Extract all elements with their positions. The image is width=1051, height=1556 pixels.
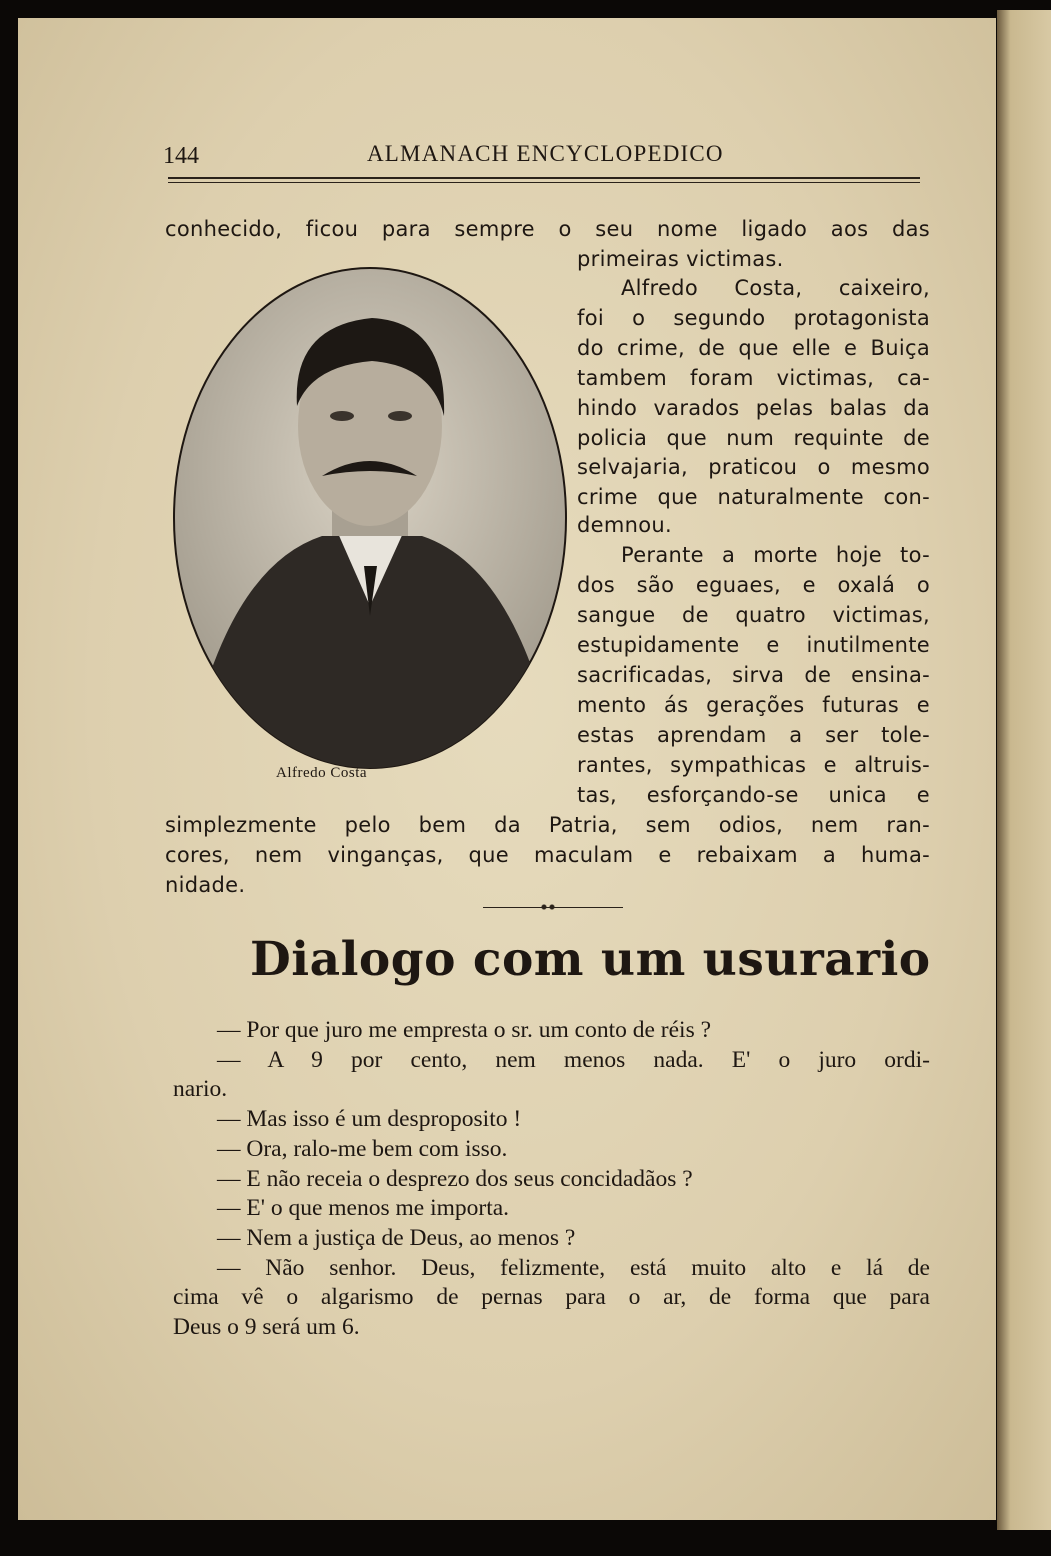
text-line: rantes, sympathicas e altruis-: [577, 753, 930, 777]
dialogue-line: — Não senhor. Deus, felizmente, está muito alto e lá de: [217, 1254, 930, 1281]
text-line: sangue de quatro victimas,: [577, 603, 930, 627]
text-line: selvajaria, praticou o mesmo: [577, 455, 930, 479]
text-line: cores, nem vinganças, que maculam e rebaixam a huma-: [165, 843, 930, 867]
portrait-caption: Alfredo Costa: [276, 765, 368, 781]
portrait-photo: [172, 266, 572, 776]
text-line: Perante a morte hoje to-: [621, 543, 930, 567]
dialogue-line: — Mas isso é um desproposito !: [217, 1106, 522, 1133]
text-line: demnou.: [577, 513, 672, 537]
dialogue-line: — Nem a justiça de Deus, ao menos ?: [217, 1224, 576, 1251]
dialogue-line: cima vê o algarismo de pernas para o ar, de forma que para: [173, 1284, 930, 1311]
dialogue-line: — E não receia o desprezo dos seus concidadãos ?: [217, 1165, 693, 1192]
ornament-dots: [540, 904, 556, 910]
text-line: do crime, de que elle e Buiça: [577, 336, 930, 360]
adjacent-page-edge: [997, 10, 1051, 1530]
dialogue-line: — A 9 por cento, nem menos nada. E' o juro ordi-: [217, 1046, 930, 1073]
dialogue-line: — Ora, ralo-me bem com isso.: [217, 1135, 508, 1162]
text-line: hindo varados pelas balas da: [577, 396, 930, 420]
text-line: conhecido, ficou para sempre o seu nome ligado aos das: [165, 217, 930, 241]
dialogue-line: — Por que juro me empresta o sr. um conto de réis ?: [217, 1017, 712, 1043]
dialogue-line: — E' o que menos me importa.: [217, 1195, 510, 1222]
text-line: estupidamente e inutilmente: [577, 633, 930, 657]
text-line: mento ás gerações futuras e: [577, 693, 930, 717]
dialogue-line: Deus o 9 será um 6.: [173, 1314, 360, 1340]
text-line: nidade.: [165, 873, 246, 897]
text-line: policia que num requinte de: [577, 426, 930, 450]
dialogue-line: nario.: [173, 1076, 228, 1103]
text-line: crime que naturalmente con-: [577, 485, 930, 509]
text-line: dos são eguaes, e oxalá o: [577, 573, 930, 597]
text-line: foi o segundo protagonista: [577, 306, 930, 330]
header-rule: [168, 177, 920, 179]
page-number: 144: [163, 143, 199, 169]
text-line: Alfredo Costa, caixeiro,: [621, 276, 930, 300]
text-line: tas, esforçando-se unica e: [577, 783, 930, 807]
text-line: tambem foram victimas, ca-: [577, 366, 930, 390]
text-line: estas aprendam a ser tole-: [577, 723, 930, 747]
header-rule-thin: [168, 182, 920, 183]
article-title: Dialogo com um usurario: [250, 932, 931, 987]
running-title: ALMANACH ENCYCLOPEDICO: [367, 141, 724, 166]
text-line: primeiras victimas.: [577, 247, 784, 271]
text-line: simplezmente pelo bem da Patria, sem odios, nem ran-: [165, 813, 930, 837]
text-line: sacrificadas, sirva de ensina-: [577, 663, 930, 687]
